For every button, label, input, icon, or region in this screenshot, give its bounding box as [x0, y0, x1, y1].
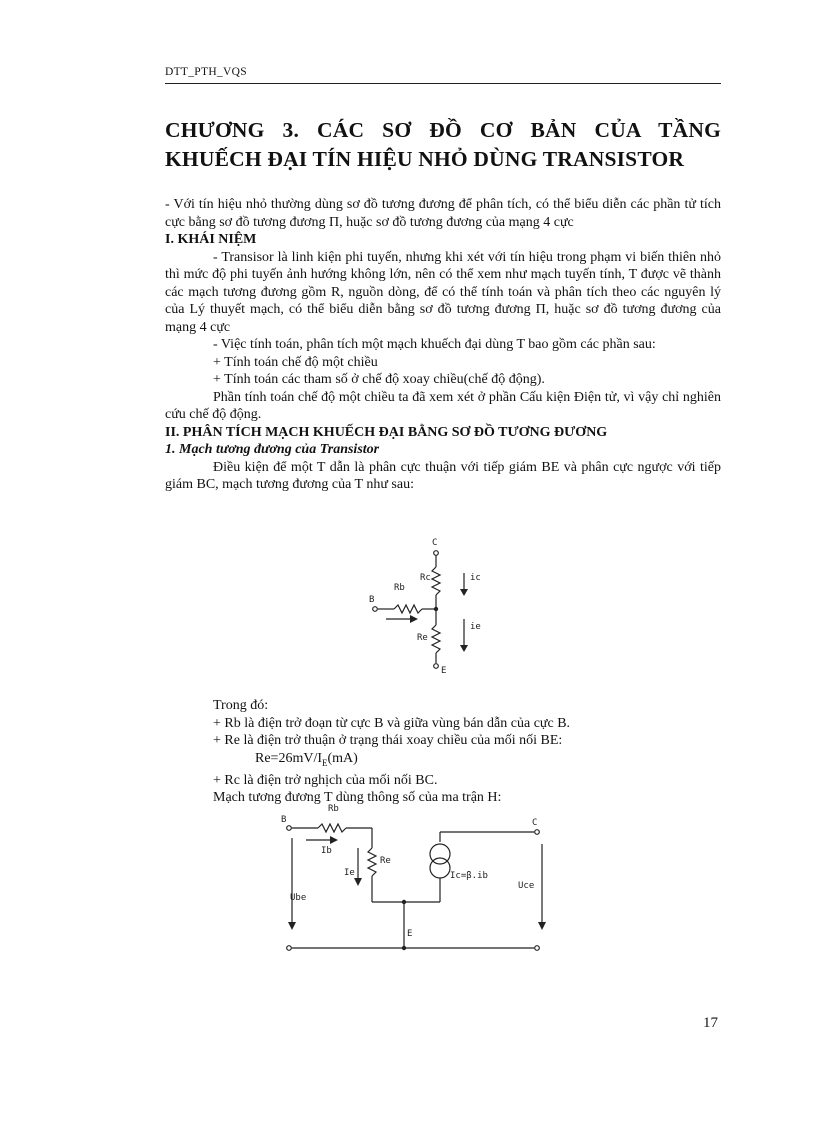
section1-paragraph1: - Transisor là linh kiện phi tuyến, nhưng khi xét với tín hiệu trong phạm vi biến thiên nhỏ thì mức độ phi tuyến ảnh hướng không lớn, nên có thể xem như mạch tuyến tính, T được vẽ thành các mạch tương đương gồm R, nguồn dòng, để có thể tính toán và phân tích theo các nguyên lý của Lý thuyết mạch, có thể biểu diễn bằng sơ đồ tương đương Π, huặc sơ đồ tương đương của mạng 4 cực: [165, 249, 721, 335]
fig2-label-uce: Uce: [518, 881, 535, 891]
explanation-re: + Re là điện trở thuận ở trạng thái xoay chiều của mối nối BE:: [213, 733, 563, 748]
fig1-label-re: Re: [417, 633, 428, 643]
fig1-label-ie: ie: [470, 622, 481, 632]
fig2-label-current-source: Ic=β.ib: [450, 871, 488, 881]
explanation-h-lead: Mạch tương đương T dùng thông số của ma trận H:: [213, 790, 502, 806]
explanation-rb: + Rb là điện trở đoạn từ cực B và giữa vùng bán dẫn của cực B.: [213, 715, 571, 731]
formula-unit: (mA): [327, 750, 358, 766]
section2-heading: II. PHÂN TÍCH MẠCH KHUẾCH ĐẠI BẰNG SƠ ĐỒ TƯƠNG ĐƯƠNG: [165, 424, 608, 440]
section1-item1: + Tính toán chế độ một chiều: [213, 354, 378, 370]
chapter-title: [165, 116, 721, 174]
page-header: DTT_PTH_VQS: [165, 66, 247, 78]
explanation-rc: + Rc là điện trở nghịch của mối nối BC.: [213, 772, 438, 788]
fig2-label-b: B: [281, 815, 287, 825]
section1-paragraph2: - Việc tính toán, phân tích một mạch khuếch đại dùng T bao gồm các phần sau:: [213, 337, 656, 352]
fig2-label-ib: Ib: [321, 846, 332, 856]
fig1-label-rc: Rc: [420, 573, 431, 583]
page-number: 17: [703, 1015, 718, 1031]
fig2-label-c: C: [532, 818, 538, 828]
transistor-equivalent-circuit: [360, 535, 500, 677]
fig1-label-rb: Rb: [394, 583, 405, 593]
chapter-title-line2: KHUẾCH ĐẠI TÍN HIỆU NHỎ DÙNG TRANSISTOR: [165, 147, 685, 171]
fig1-label-c: C: [432, 538, 438, 548]
h-parameter-equivalent-circuit: [278, 800, 548, 958]
fig1-label-ic: ic: [470, 573, 481, 583]
section1-paragraph3: Phần tính toán chế độ một chiều ta đã xem xét ở phần Cấu kiện Điện tử, vì vậy chỉ nghiên cứu chế độ động.: [165, 389, 721, 422]
main-body: [165, 196, 721, 494]
chapter-title-line1: CHƯƠNG 3. CÁC SƠ ĐỒ CƠ BẢN CỦA TẦNG: [165, 118, 721, 142]
re-formula: [165, 750, 721, 772]
fig2-label-e: E: [407, 929, 413, 939]
fig1-label-b: B: [369, 595, 375, 605]
section2-paragraph1: Điều kiện để một T dẫn là phân cực thuận với tiếp giám BE và phân cực ngược với tiếp giám BC, mạch tương đương của T như sau:: [165, 459, 721, 492]
section2-subheading: 1. Mạch tương đương của Transistor: [165, 442, 380, 457]
explanation-lead: Trong đó:: [213, 698, 269, 713]
fig2-label-rb: Rb: [328, 804, 339, 814]
explanation-block: [165, 697, 721, 807]
section1-item2: + Tính toán các tham số ở chế độ xoay chiều(chế độ động).: [213, 372, 545, 387]
formula-main: Re=26mV/I: [255, 750, 322, 766]
section1-heading: I. KHÁI NIỆM: [165, 232, 257, 247]
fig2-label-ie: Ie: [344, 868, 355, 878]
header-rule: [165, 83, 721, 84]
intro-paragraph: - Với tín hiệu nhỏ thường dùng sơ đồ tương đương để phân tích, có thể biểu diễn các phần tử tích cực bằng sơ đồ tương đương Π, huặc sơ đồ tương đương của mạng 4 cực: [165, 197, 721, 230]
fig2-label-ube: Ube: [290, 893, 307, 903]
fig2-label-re: Re: [380, 856, 391, 866]
fig1-label-e: E: [441, 666, 447, 676]
formula-subscript: E: [322, 757, 328, 768]
